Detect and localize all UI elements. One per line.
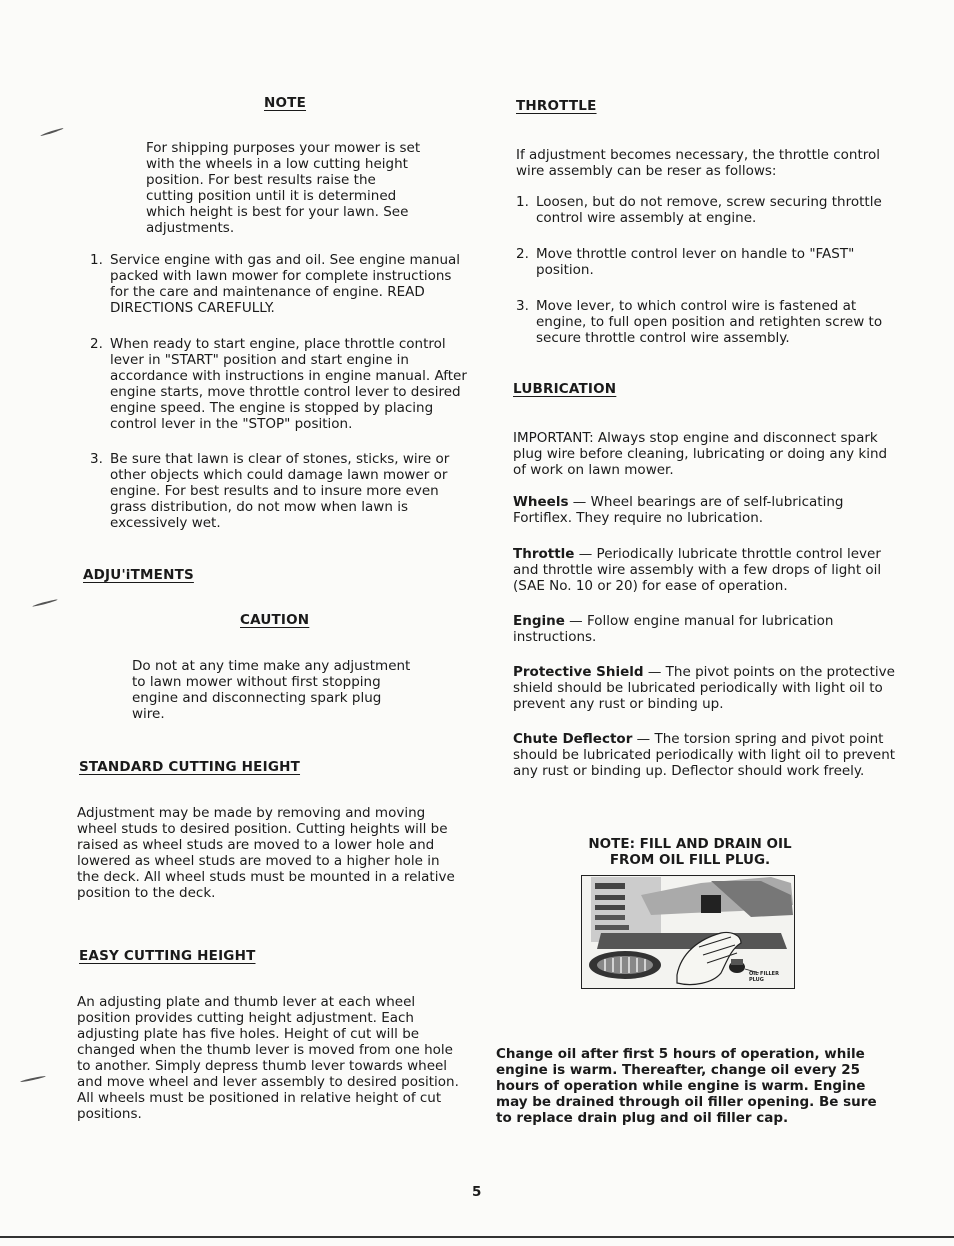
- lube-label: Chute Deflector: [513, 731, 633, 747]
- standard-cutting-height-heading: STANDARD CUTTING HEIGHT: [79, 759, 301, 775]
- figure-caption-line-1: NOTE: FILL AND DRAIN OIL: [588, 836, 792, 852]
- list-text: Move lever, to which control wire is fastened at engine, to full open position and retighten screw to secure throttle control wire assembly.: [536, 298, 883, 346]
- lube-text: — The pivot points on the protective shield should be lubricated periodically with light oil to prevent any rust or binding up.: [513, 664, 895, 712]
- lube-protective-shield: [513, 664, 897, 712]
- list-item: [516, 298, 898, 346]
- list-number: 3.: [516, 298, 529, 314]
- list-item: [90, 451, 472, 531]
- list-number: 1.: [90, 252, 103, 268]
- list-text: Loosen, but do not remove, screw securing throttle control wire assembly at engine.: [536, 194, 882, 226]
- lube-label: Throttle: [513, 546, 575, 562]
- list-text: Move throttle control lever on handle to "FAST" position.: [536, 246, 855, 278]
- note-text: For shipping purposes your mower is set with the wheels in a low cutting height position. For best results raise the cutting position until it is determined which height is best for your lawn. See adjustments.: [146, 140, 421, 236]
- figure-caption-line-2: FROM OIL FILL PLUG.: [609, 852, 771, 868]
- list-item: [516, 194, 898, 226]
- list-number: 2.: [516, 246, 529, 262]
- oil-fill-figure: [581, 875, 795, 989]
- figure-caption: [560, 836, 820, 868]
- list-number: 2.: [90, 336, 103, 352]
- lube-chute-deflector: [513, 731, 897, 779]
- scan-mark: [40, 127, 63, 136]
- lube-throttle: [513, 546, 897, 594]
- list-text: Be sure that lawn is clear of stones, sticks, wire or other objects which could damage lawn mower or engine. For best results and to insure more even grass distribution, do not mow when lawn is excessively wet.: [110, 451, 450, 531]
- lube-engine: [513, 613, 897, 645]
- caution-heading: CAUTION: [240, 612, 310, 628]
- list-number: 3.: [90, 451, 103, 467]
- list-number: 1.: [516, 194, 529, 210]
- scan-mark: [32, 599, 58, 608]
- note-heading: NOTE: [264, 95, 307, 111]
- lube-wheels: [513, 494, 897, 526]
- easy-cutting-height-text: An adjusting plate and thumb lever at each wheel position provides cutting height adjustment. Each adjusting plate has five holes. Height of cut will be changed when the thumb lever is moved from one hole to another. Simply depress thumb lever towards wheel and move wheel and lever assembly to desired position. All wheels must be positioned in relative height of cut positions.: [77, 994, 459, 1122]
- lube-label: Engine: [513, 613, 565, 629]
- page-number: 5: [472, 1184, 482, 1200]
- lube-text: — Wheel bearings are of self-lubricating Fortiflex. They require no lubrication.: [513, 494, 844, 526]
- lube-text: — Periodically lubricate throttle control lever and throttle wire assembly with a few drops of light oil (SAE No. 10 or 20) for ease of operation.: [513, 546, 882, 594]
- standard-cutting-height-text: Adjustment may be made by removing and moving wheel studs to desired position. Cutting heights will be raised as wheel studs are moved to a lower hole and lowered as wheel studs are moved to a higher hole in the deck. All wheel studs must be mounted in a relative position to the deck.: [77, 805, 455, 901]
- adjustments-heading: ADJU'iTMENTS: [83, 567, 194, 583]
- easy-cutting-height-heading: EASY CUTTING HEIGHT: [79, 948, 256, 964]
- lube-label: Wheels: [513, 494, 569, 510]
- important-text: IMPORTANT: Always stop engine and disconnect spark plug wire before cleaning, lubricating or doing any kind of work on lawn mower.: [513, 430, 888, 478]
- lube-text: — Follow engine manual for lubrication instructions.: [513, 613, 834, 645]
- list-item: [90, 252, 472, 316]
- bottom-rule: [0, 1236, 954, 1238]
- lube-text: — The torsion spring and pivot point should be lubricated periodically with light oil to prevent any rust or binding up. Deflector should work freely.: [513, 731, 896, 779]
- oil-change-text: Change oil after first 5 hours of operation, while engine is warm. Thereafter, change oil every 25 hours of operation while engine is warm. Engine may be drained through oil filler opening. Be sure to replace drain plug and oil filler cap.: [496, 1046, 877, 1126]
- list-item: [516, 246, 898, 278]
- throttle-heading: THROTTLE: [516, 98, 597, 114]
- lube-label: Protective Shield: [513, 664, 644, 680]
- scan-mark: [20, 1075, 46, 1082]
- caution-text: Do not at any time make any adjustment to lawn mower without first stopping engine and disconnecting spark plug wire.: [132, 658, 411, 722]
- oil-filler-plug-label: OIL FILLER PLUG: [749, 971, 779, 983]
- throttle-intro: If adjustment becomes necessary, the throttle control wire assembly can be reser as follows:: [516, 147, 881, 179]
- list-text: Service engine with gas and oil. See engine manual packed with lawn mower for complete instructions for the care and maintenance of engine. READ DIRECTIONS CAREFULLY.: [110, 252, 461, 316]
- list-text: When ready to start engine, place throttle control lever in "START" position and start engine in accordance with instructions in engine manual. After engine starts, move throttle control lever to desired engine speed. The engine is stopped by placing control lever in the "STOP" position.: [110, 336, 467, 432]
- list-item: [90, 336, 472, 432]
- lubrication-heading: LUBRICATION: [513, 381, 617, 397]
